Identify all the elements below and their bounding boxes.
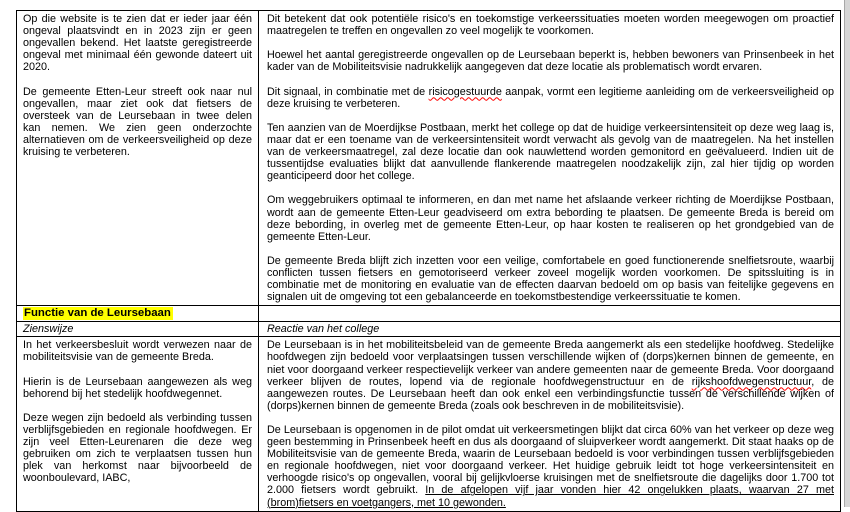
zienswijze-functie-cell — [17, 337, 259, 511]
reactie-continuation-cell — [259, 11, 841, 306]
spellcheck-flagged-word: rijkshoofdwegenstructuur — [691, 375, 812, 388]
reactie-functie-cell — [259, 337, 841, 511]
text-run: Om weggebruikers optimaal te informeren, en dan met name het afslaande verkeer richting de Moerdijkse Postbaan, wordt aan de gemeente Etten-Leur geadviseerd om extra bebording te plaatsen. De gemeente Breda is bereid om deze bebording, in overleg met de gemeente Etten-Leur, op haar kosten te realiseren op het grondgebied van de gemeente Etten-Leur. — [267, 194, 834, 243]
table-row — [17, 337, 841, 511]
text-run: In het verkeersbesluit wordt verwezen naar de mobiliteitsvisie van de gemeente Breda. — [23, 339, 252, 364]
paragraph — [267, 339, 834, 412]
text-run: Hierin is de Leursebaan aangewezen als weg behorend bij het stedelijk hoofdwegennet. — [23, 375, 252, 400]
paragraph — [23, 376, 252, 400]
column-header-zienswijze: Zienswijze — [17, 322, 259, 337]
table-row — [17, 306, 841, 322]
page-edge-strip — [844, 0, 850, 507]
text-run: Dit betekent dat ook potentiële risico's en toekomstige verkeerssituaties moeten worden meegewogen om proactief maatregelen te treffen en ongevallen zo veel mogelijk te voorkomen. — [267, 13, 834, 38]
paragraph — [267, 255, 834, 303]
paragraph — [23, 86, 252, 159]
paragraph — [267, 49, 834, 73]
response-table — [16, 10, 841, 512]
table-row — [17, 322, 841, 337]
text-run: De Leursebaan is in het mobiliteitsbeleid van de gemeente Breda aangemerkt als een stedelijke hoofdweg. Stedelijke hoofdwegen zijn bedoeld voor verplaatsingen tussen verschillende wijken of (dorps)kernen binnen de gemeente, en niet voor doorgaand verkeer respectievelijk verkeer van andere gemeenten naar de gemeente Breda. Voor doorgaand verkeer blijven de routes, lopend via de regionale hoofdwegenstructuur en de — [267, 339, 834, 388]
text-run: Dit signaal, in combinatie met de — [267, 85, 429, 98]
paragraph — [267, 122, 834, 182]
text-run: Op die website is te zien dat er ieder jaar één ongeval plaatsvindt en in 2023 zijn er geen ongevallen bekend. Het laatste geregistreerde ongeval met minimaal één gewonde dateert uit 2020. — [23, 13, 252, 74]
section-header-highlight: Functie van de Leursebaan — [24, 307, 171, 320]
empty-cell — [259, 306, 841, 322]
paragraph — [23, 412, 252, 485]
paragraph — [267, 194, 834, 242]
zienswijze-continuation-cell — [17, 11, 259, 306]
text-run: Hoewel het aantal geregistreerde ongevallen op de Leursebaan beperkt is, hebben bewoners van Prinsenbeek in het kader van de Mobiliteitsvisie nadrukkelijk aangegeven dat deze locatie als problematisch wordt ervaren. — [267, 49, 834, 74]
text-run: , de aangewezen routes. De Leursebaan heeft dan ook enkel een verbindingsfunctie tussen de verschillende wijken of (dorps)kernen binnen de gemeente Breda (zoals ook beschreven in de mobiliteitsvisie). — [267, 375, 834, 412]
spellcheck-flagged-word: risicogestuurde — [428, 85, 502, 98]
paragraph — [267, 13, 834, 37]
paragraph — [23, 13, 252, 73]
table-row — [17, 11, 841, 306]
paragraph — [267, 424, 834, 509]
text-run: Deze wegen zijn bedoeld als verbinding tussen verblijfsgebieden en regionale hoofdwegen. Er zijn veel Etten-Leurenaren die deze weg gebruiken om zich te verplaatsen tussen hun plek van herkomst naar bijvoorbeeld de woonboulevard, IABC, — [23, 411, 252, 485]
text-run: De gemeente Etten-Leur streeft ook naar nul ongevallen, maar ziet ook dat fietsers de oversteek van de Leursebaan in twee delen kan nemen. We zien geen onderzochte alternatieven om de verkeersveiligheid op deze kruising te verbeteren. — [23, 85, 252, 159]
section-header-cell — [17, 306, 259, 322]
text-run: aanpak, vormt een legitieme aanleiding om de verkeersveiligheid op deze kruising te verbeteren. — [267, 85, 834, 110]
paragraph — [23, 339, 252, 363]
text-run: Ten aanzien van de Moerdijkse Postbaan, merkt het college op dat de huidige verkeersintensiteit op deze weg laag is, maar dat er een toename van de verkeersintensiteit wordt verwacht als gevolg van de maatregelen. Na het instellen van de verkeersmaatregel, zal deze locatie dan ook nauwlettend worden gemonitord en geëvalueerd. Indien uit de tussentijdse evaluaties blijkt dat aanvullende flankerende maatregelen noodzakelijk zijn, zal hier tijdig op worden geanticipeerd door het college. — [267, 121, 834, 183]
paragraph — [267, 86, 834, 110]
text-run: De Leursebaan is opgenomen in de pilot omdat uit verkeersmetingen blijkt dat circa 60% van het verkeer op deze weg geen bestemming in Prinsenbeek heeft en dus als doorgaand of sluipverkeer wordt aangemerkt. Dit staat haaks op de Mobiliteitsvisie van de gemeente Breda, waarin de Leursebaan bedoeld is voor verbindingen tussen verblijfsgebieden en regionale hoofdwegen, niet voor doorgaand verkeer. Het huidige gebruik leidt tot hoge verkeersintensiteit en verhoogde risico's op ongevallen, vooral bij gelijkvloerse kruisingen met de snelfietsroute die dagelijks door 1.700 tot 2.000 fietsers wordt gebruikt. — [267, 424, 834, 497]
column-header-reactie: Reactie van het college — [259, 322, 841, 337]
underlined-text: In de afgelopen vijf jaar vonden hier 42 ongelukken plaats, waarvan 27 met (brom)fietsers en voetgangers, met 10 gewonden. — [267, 484, 834, 509]
text-run: De gemeente Breda blijft zich inzetten voor een veilige, comfortabele en goed functionerende snelfietsroute, waarbij conflicten tussen fietsers en gemotoriseerd verkeer zoveel mogelijk worden voorkomen. De spitssluiting is in combinatie met de monitoring en evaluatie van de effecten daarvan bedoeld om op basis van feitelijke gegevens en signalen uit de omgeving tot een gebalanceerde en toekomstbestendige verkeerssituatie te komen. — [267, 254, 834, 304]
